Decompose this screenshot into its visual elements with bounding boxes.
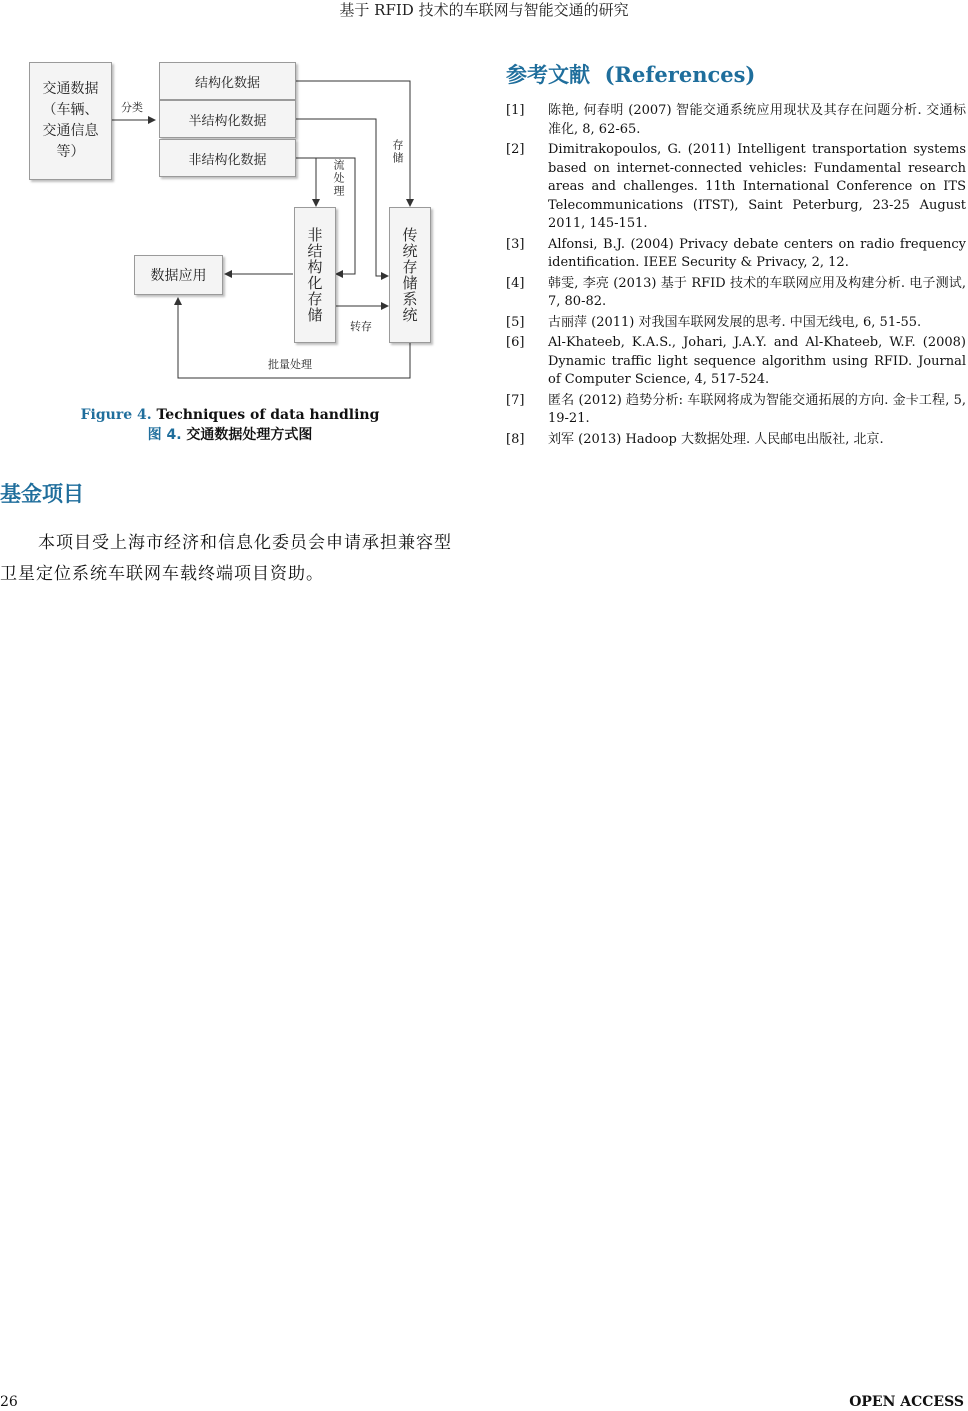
- reference-number: [8]: [506, 431, 525, 447]
- figure-caption-cn: [0, 425, 460, 445]
- store-label: 存储: [391, 139, 404, 165]
- references-heading-cn: 参考文献: [506, 62, 590, 87]
- traditional-storage-box: 传统存储系统: [389, 207, 431, 343]
- reference-item: [506, 334, 966, 390]
- stream-processing-label: 流处理: [332, 159, 345, 198]
- reference-item: [506, 392, 966, 429]
- classify-label: 分类: [121, 101, 143, 114]
- reference-list: [506, 102, 966, 449]
- traffic-data-box: 交通数据 （车辆、 交通信息 等）: [29, 62, 112, 180]
- reference-item: [506, 275, 966, 312]
- figure-number-cn: 图 4.: [147, 427, 182, 443]
- reference-text: 匿名 (2012) 趋势分析: 车联网将成为智能交通拓展的方向. 金卡工程, 5, 19-21.: [548, 392, 966, 426]
- reference-number: [6]: [506, 335, 525, 350]
- reference-text: 韩雯, 李亮 (2013) 基于 RFID 技术的车联网应用及构建分析. 电子测试, 7, 80-82.: [548, 275, 966, 309]
- data-application-box: 数据应用: [134, 255, 223, 295]
- references-section: [506, 58, 966, 451]
- running-header: 基于 RFID 技术的车联网与智能交通的研究: [339, 1, 629, 19]
- reference-item: [506, 431, 966, 450]
- reference-text: Al-Khateeb, K.A.S., Johari, J.A.Y. and Al-Khateeb, W.F. (2008) Dynamic traffic light sequence algorithm using RFID. Journal of Computer Science, 4, 517-524.: [548, 335, 966, 387]
- reference-item: [506, 314, 966, 333]
- figure-caption-en: [0, 405, 460, 425]
- unstructured-data-box: 非结构化数据: [159, 139, 296, 177]
- reference-item: [506, 102, 966, 139]
- reference-item: [506, 141, 966, 234]
- semi-structured-data-box: 半结构化数据: [159, 100, 296, 138]
- funding-heading: 基金项目: [0, 482, 84, 506]
- reference-number: [4]: [506, 275, 525, 291]
- reference-number: [1]: [506, 103, 525, 118]
- reference-item: [506, 236, 966, 273]
- reference-text: 古丽萍 (2011) 对我国车联网发展的思考. 中国无线电, 6, 51-55.: [548, 314, 922, 330]
- references-heading: [506, 58, 966, 92]
- page-number: 26: [0, 1394, 18, 1410]
- reference-number: [5]: [506, 314, 525, 330]
- reference-number: [3]: [506, 236, 525, 252]
- open-access-label: OPEN ACCESS: [849, 1394, 964, 1410]
- figure-title-cn: 交通数据处理方式图: [181, 427, 313, 443]
- figure-title-en: Techniques of data handling: [151, 407, 380, 423]
- batch-processing-label: 批量处理: [268, 358, 312, 371]
- reference-text: Dimitrakopoulos, G. (2011) Intelligent transportation systems based on internet-connected vehicles: Fundamental research areas and challenges. 11th International Conference on ITS Telecommunications (ITST), Saint Peterburg, 23-25 August 2011, 145-151.: [548, 142, 966, 231]
- transfer-label: 转存: [350, 320, 372, 333]
- references-heading-en: (References): [604, 62, 756, 87]
- unstructured-storage-box: 非结构化存储: [294, 207, 336, 343]
- figure-number-en: Figure 4.: [80, 407, 152, 423]
- reference-text: 陈艳, 何春明 (2007) 智能交通系统应用现状及其存在问题分析. 交通标准化, 8, 62-65.: [548, 103, 966, 137]
- reference-text: 刘军 (2013) Hadoop 大数据处理. 人民邮电出版社, 北京.: [548, 431, 884, 447]
- reference-text: Alfonsi, B.J. (2004) Privacy debate centers on radio frequency identification. IEEE Security & Privacy, 2, 12.: [548, 236, 966, 270]
- funding-text: 本项目受上海市经济和信息化委员会申请承担兼容型卫星定位系统车联网车载终端项目资助。: [0, 533, 452, 584]
- structured-data-box: 结构化数据: [159, 62, 296, 100]
- reference-number: [7]: [506, 392, 525, 408]
- reference-number: [2]: [506, 142, 525, 157]
- data-handling-diagram: [0, 60, 470, 440]
